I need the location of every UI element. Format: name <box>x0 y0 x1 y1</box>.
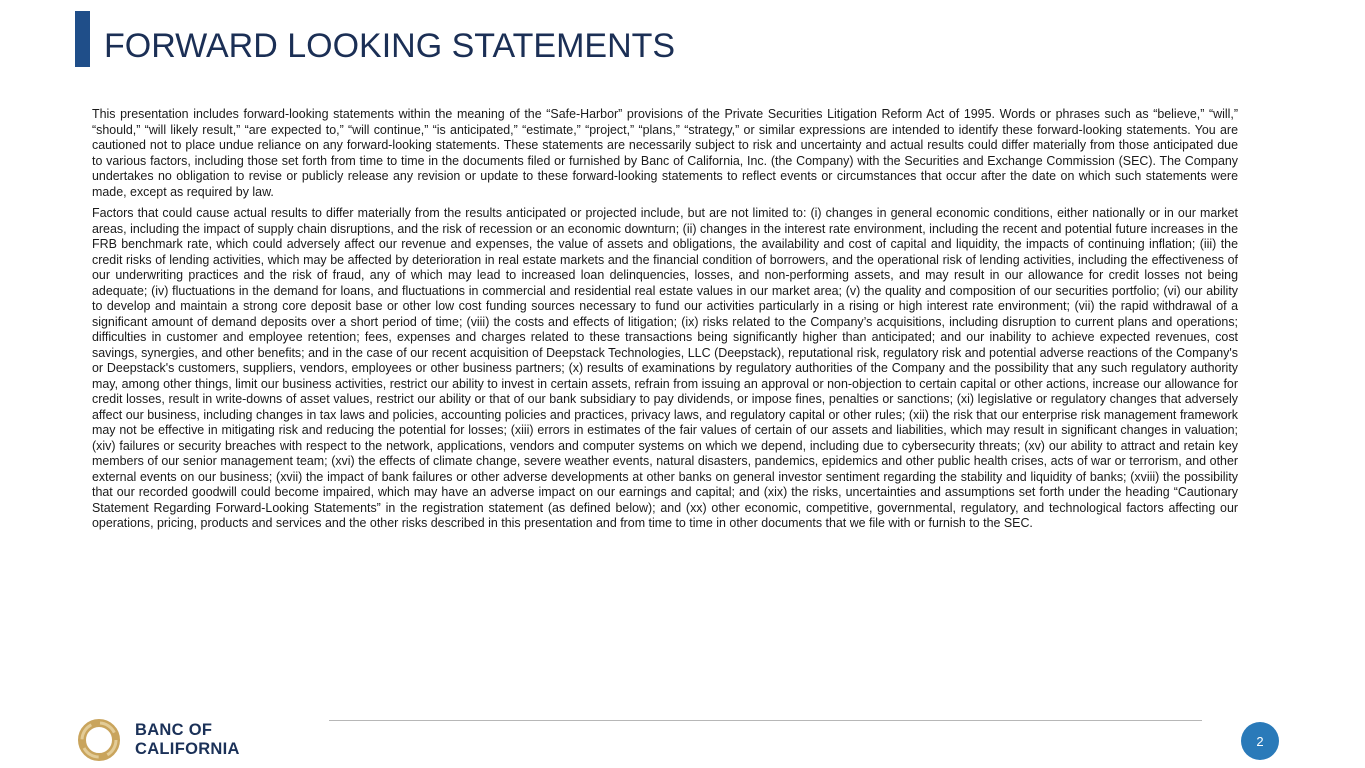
logo-text-line-1: BANC OF <box>135 721 213 739</box>
disclaimer-paragraph-risk-factors: Factors that could cause actual results to differ materially from the results anticipated or projected include, but are not limited to: (i) changes in general economic conditions, either nationally or in our market areas, including the impact of supply chain disruptions, and the risk of recession or an economic downturn; (ii) changes in the interest rate environment, including the recent and potential future increases in the FRB benchmark rate, which could adversely affect our revenue and expenses, the value of assets and obligations, the availability and cost of capital and liquidity, the impacts of continuing inflation; (iii) the credit risks of lending activities, which may be affected by deterioration in real estate markets and the financial condition of borrowers, and the operational risk of lending activities, including the effectiveness of our underwriting practices and the risk of fraud, any of which may lead to increased loan delinquencies, losses, and non-performing assets, and may result in our allowance for credit losses not being adequate; (iv) fluctuations in the demand for loans, and fluctuations in commercial and residential real estate values in our market area; (v) the quality and composition of our securities portfolio; (vi) our ability to develop and maintain a strong core deposit base or other low cost funding sources necessary to fund our activities particularly in a rising or high interest rate environment; (vii) the rapid withdrawal of a significant amount of demand deposits over a short period of time; (viii) the costs and effects of litigation; (ix) risks related to the Company’s acquisitions, including disruption to current plans and operations; difficulties in customer and employee retention; fees, expenses and charges related to these transactions being significantly higher than anticipated; and our inability to achieve expected revenues, cost savings, synergies, and other benefits; and in the case of our recent acquisition of Deepstack Technologies, LLC (Deepstack), reputational risk, regulatory risk and potential adverse reactions of the Company's or Deepstack's customers, suppliers, vendors, employees or other business partners; (x) results of examinations by regulatory authorities of the Company and the possibility that any such regulatory authority may, among other things, limit our business activities, restrict our ability to invest in certain assets, refrain from issuing an approval or non-objection to certain capital or other actions, increase our allowance for credit losses, result in write-downs of asset values, restrict our ability or that of our bank subsidiary to pay dividends, or impose fines, penalties or sanctions; (xi) legislative or regulatory changes that adversely affect our business, including changes in tax laws and policies, accounting policies and practices, privacy laws, and regulatory capital or other rules; (xii) the risk that our enterprise risk management framework may not be effective in mitigating risk and reducing the potential for losses; (xiii) errors in estimates of the fair values of certain of our assets and liabilities, which may result in significant changes in valuation; (xiv) failures or security breaches with respect to the network, applications, vendors and computer systems on which we depend, including due to cybersecurity threats; (xv) our ability to attract and retain key members of our senior management team; (xvi) the effects of climate change, severe weather events, natural disasters, pandemics, epidemics and other public health crises, acts of war or terrorism, and other external events on our business; (xvii) the impact of bank failures or other adverse developments at other banks on general investor sentiment regarding the stability and liquidity of banks; (xviii) the possibility that our recorded goodwill could become impaired, which may have an adverse impact on our earnings and capital; and (xix) the risks, uncertainties and assumptions set forth under the heading “Cautionary Statement Regarding Forward-Looking Statements” in the registration statement (as defined below); and (xx) other economic, competitive, governmental, regulatory, and technological factors affecting our operations, pricing, products and services and the other risks described in this presentation and from time to time in other documents that we file with or furnish to the SEC. <box>92 206 1238 530</box>
footer-divider <box>329 720 1202 721</box>
logo-text-line-2: CALIFORNIA <box>135 740 240 758</box>
title-accent-bar <box>75 11 90 67</box>
disclaimer-paragraph-safe-harbor: This presentation includes forward-looking statements within the meaning of the “Safe-Harbor” provisions of the Private Securities Litigation Reform Act of 1995. Words or phrases such as “believe,” “will,” “should,” “will likely result,” “are expected to,” “will continue,” “is anticipated,” “estimate,” “project,” “plans,” “strategy,” or similar expressions are intended to identify these forward-looking statements. You are cautioned not to place undue reliance on any forward-looking statements. These statements are necessarily subject to risk and uncertainty and actual results could differ materially from those anticipated due to various factors, including those set forth from time to time in the documents filed or furnished by Banc of California, Inc. (the Company) with the Securities and Exchange Commission (SEC). The Company undertakes no obligation to revise or publicly release any revision or update to these forward-looking statements to reflect events or circumstances that occur after the date on which such statements were made, except as required by law. <box>92 107 1238 199</box>
page-number: 2 <box>1256 733 1264 749</box>
company-logo <box>74 715 240 765</box>
banc-of-california-ring-icon <box>74 715 124 765</box>
disclaimer-body <box>92 107 1238 532</box>
slide-title: FORWARD LOOKING STATEMENTS <box>104 27 676 65</box>
page-number-badge <box>1241 722 1279 760</box>
logo-wordmark <box>135 721 240 759</box>
